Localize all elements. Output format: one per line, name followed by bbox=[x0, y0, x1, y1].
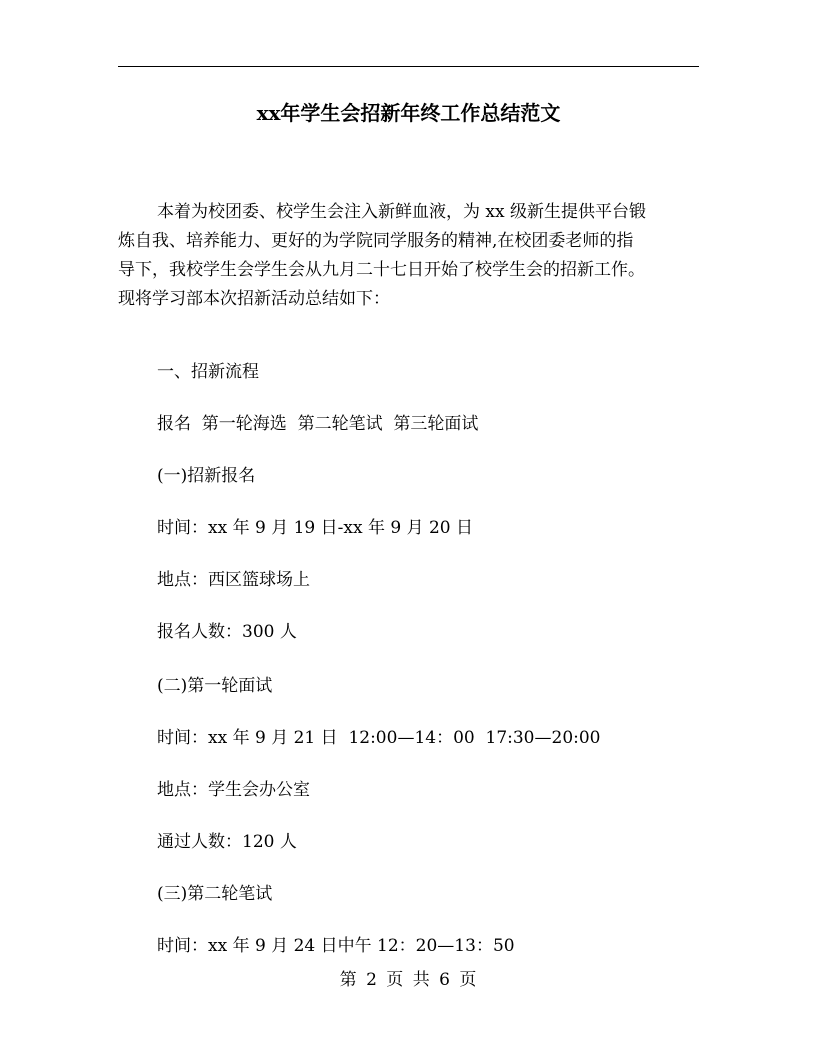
registration-time: 时间：xx 年 9 月 19 日-xx 年 9 月 20 日 bbox=[157, 518, 474, 538]
intro-paragraph bbox=[118, 198, 702, 314]
subsection-heading-registration: (一)招新报名 bbox=[157, 466, 256, 486]
intro-line: 本着为校团委、校学生会注入新鲜血液，为 xx 级新生提供平台锻 bbox=[157, 202, 646, 222]
subsection-heading-first-round: (二)第一轮面试 bbox=[157, 676, 273, 696]
process-steps: 报名 第一轮海选 第二轮笔试 第三轮面试 bbox=[157, 414, 479, 434]
document-title: xx年学生会招新年终工作总结范文 bbox=[256, 101, 561, 125]
header-rule bbox=[118, 66, 699, 67]
first-round-time: 时间：xx 年 9 月 21 日 12:00—14：00 17:30—20:00 bbox=[157, 728, 601, 748]
intro-line: 导下，我校学生会学生会从九月二十七日开始了校学生会的招新工作。 bbox=[118, 260, 645, 280]
registration-location: 地点：西区篮球场上 bbox=[157, 570, 310, 590]
intro-line: 炼自我、培养能力、更好的为学院同学服务的精神,在校团委老师的指 bbox=[118, 231, 634, 251]
second-round-time: 时间：xx 年 9 月 24 日中午 12：20—13：50 bbox=[157, 936, 515, 956]
first-round-pass-count: 通过人数：120 人 bbox=[157, 832, 297, 852]
section-heading-process: 一、招新流程 bbox=[157, 362, 259, 382]
first-round-location: 地点：学生会办公室 bbox=[157, 780, 310, 800]
intro-line: 现将学习部本次招新活动总结如下： bbox=[118, 289, 390, 309]
subsection-heading-second-round: (三)第二轮笔试 bbox=[157, 884, 273, 904]
registration-count: 报名人数：300 人 bbox=[157, 622, 297, 642]
page-number-footer: 第 2 页 共 6 页 bbox=[339, 970, 477, 990]
